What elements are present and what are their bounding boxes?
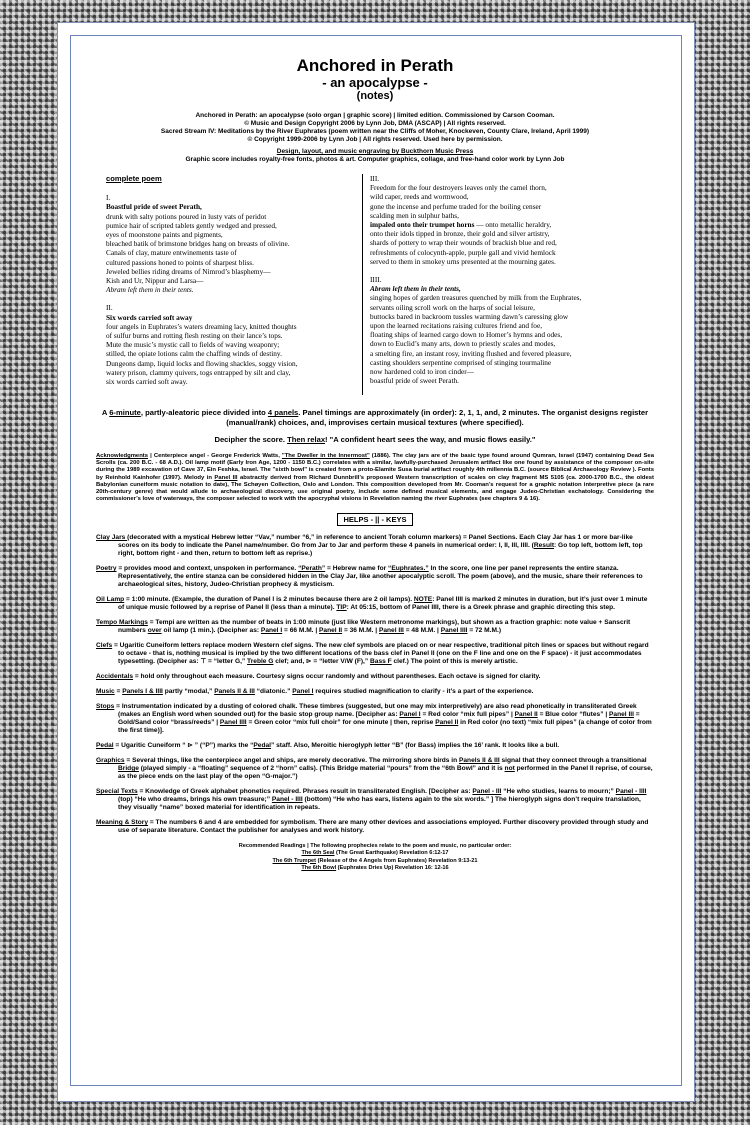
- poem-line: floating ships of learned cargo down to Homer’s hymns and odes,: [370, 330, 563, 340]
- poem-line: a smelting fire, an instant rosy, inviting flushed and fevered pleasure,: [370, 348, 572, 358]
- text-run: Panel - III: [472, 787, 502, 795]
- key-term: Oil Lamp: [96, 595, 125, 603]
- stanza-3: [370, 174, 640, 266]
- text-run: = Knowledge of Greek alphabet phonetics required. Phrases result in transliterated English. [Decipher as:: [137, 787, 473, 795]
- text-run: NOTE: [413, 595, 433, 603]
- key-term: Pedal: [96, 741, 114, 749]
- text-run: “Perath”: [298, 564, 326, 572]
- poem-line: [370, 220, 640, 229]
- text-run: = Ugaritic Cuneiform “ ⊳ ” (“P”) marks the “: [113, 741, 254, 749]
- key-term: Meaning & Story: [96, 818, 149, 826]
- text-run: oil lamp (1 min.). (Decipher as:: [161, 626, 261, 634]
- page-content: [96, 56, 654, 872]
- text-run: Bridge: [118, 764, 139, 772]
- text-run: The 6th Bowl: [301, 864, 337, 871]
- text-run: TIP: [336, 603, 347, 611]
- text-run: (bottom) “He who has ears, listens again to the six words.” ] The hieroglyph signs don’t require translation, they visually “name” boxed material for identification in repeats.: [118, 795, 641, 811]
- stanza-title: Six words carried soft away: [106, 312, 193, 322]
- text-run: 6-minute: [109, 408, 141, 418]
- poem-line: onto their idols tipped in bronze, their gold and silver artistry,: [370, 229, 550, 239]
- text-run: = hold only throughout each measure. Courtesy signs occur randomly and without parentheses. Each octave is signed for clarity.: [133, 672, 541, 680]
- poem-line: bleached batik of brimstone bridges hang on breasts of olivine.: [106, 239, 290, 249]
- key-entry-stops: [96, 703, 654, 735]
- page-title: Anchored in Perath: [296, 56, 454, 75]
- poem-line: shards of pottery to wrap their wounds of brackish blue and red,: [370, 238, 557, 248]
- text-run: Panel III: [609, 710, 634, 718]
- text-run: . Panel timings are approximately (in order): 2, 1, 1, and, 2 minutes. The organist designs register (manual/rank) choices, and, improvises certain musical textures (where specified).: [226, 408, 649, 427]
- key-term: Clefs: [96, 641, 113, 649]
- text-run: Panel II: [319, 626, 343, 634]
- document-page: [57, 22, 695, 1102]
- text-run: clef.) The point of this is merely artistic.: [391, 657, 518, 665]
- poem-line: Canals of clay, mature entwinements taste of: [106, 248, 237, 258]
- key-entry-special-texts: [96, 788, 654, 812]
- text-run: Panel I: [399, 710, 421, 718]
- text-run: signal that they connect through a transitional: [499, 756, 647, 764]
- key-term: Poetry: [96, 564, 117, 572]
- text-run: A: [101, 408, 110, 418]
- text-run: Panel - IIII: [615, 787, 647, 795]
- decipher-line: [96, 435, 654, 444]
- piece-description: [96, 408, 654, 427]
- poem-line: drunk with salty potions poured in lusty vats of peridot: [106, 211, 267, 221]
- text-run: Pedal: [253, 741, 271, 749]
- text-run: = Gold/Sand color “brass/reeds” |: [118, 710, 640, 726]
- poem-line: pumice hair of scripted tablets gently wedged and pressed,: [106, 220, 277, 230]
- text-run: partly “modal,”: [162, 687, 215, 695]
- poem-line: Dungeons damp, liquid locks and flowing shackles, soggy vision,: [106, 358, 298, 368]
- poem-line: wild caper, reeds and wormwood,: [370, 192, 469, 202]
- poem-line: singing hopes of garden treasures quenched by milk from the Euphrates,: [370, 293, 582, 303]
- credit-line: © Music and Design Copyright 2006 by Lynn Job, DMA (ASCAP) | All rights reserved.: [244, 120, 506, 127]
- text-run: The 6th Trumpet: [272, 857, 317, 864]
- text-run: = Several things, like the centerpiece angel and ships, are merely decorative. The mirroring shore birds in: [124, 756, 459, 764]
- poem-line: down to Euclid’s many arts, down to priestly scales and modes,: [370, 339, 556, 349]
- poem-line: Jeweled bellies riding dreams of Nimrod’s blasphemy—: [106, 266, 271, 276]
- key-entry-music: [96, 688, 654, 696]
- stanza-number: I.: [106, 193, 111, 203]
- text-run: = Instrumentation indicated by a dusting of colored chalk. These timbres (suggested, but one may mix interpretively) are also read phonetically in transliterated Greek (makes an English word when sounded out) for the basic stop group name. [Decipher as:: [114, 702, 637, 718]
- notes-label: (notes): [356, 90, 394, 102]
- section-label: Acknowledgments: [96, 453, 149, 460]
- key-entry-clay-jars: [96, 534, 654, 558]
- design-credits: [96, 148, 654, 164]
- reading-item: [96, 858, 654, 865]
- text-run: Panel III: [378, 626, 404, 634]
- helps-keys-heading: [96, 509, 654, 527]
- stanza-title: Boastful pride of sweet Perath,: [106, 202, 202, 212]
- text-run: (Release of the 4 Angels from Euphrates) Revelation 9:13-21: [316, 857, 478, 864]
- text-run: : Panel IIII is marked 2 minutes in duration, but it’s just over 1 minute of unique music followed by a reprise of Panel II (less than a minute).: [118, 595, 648, 611]
- text-run: = Blue color “flutes” |: [537, 710, 610, 718]
- credits-block: [96, 112, 654, 144]
- key-term: Accidentals: [96, 672, 134, 680]
- text-run: Result: [533, 541, 555, 549]
- text-run: = Ugaritic Cuneiform letters replace modern Western clef signs. The new clef symbols are placed on or near respective, traditional pitch lines or spaces but without regard to octave - that is, nothing musical is implied by the two different locations of the bass clef in Panel II (one on the F line and one on the F space) - it just accommodates typesetting. (Decipher as: ⊤ = “letter G,”: [112, 641, 649, 665]
- text-run: Panels II & III: [214, 687, 255, 695]
- reading-item: [96, 850, 654, 857]
- text-run: (decorated with a mystical Hebrew letter “Vav,” number “6,” in reference to ancient Torah column markers) = Panel Sections. Each Clay Jar has 1 or more bar-like scores on its body to indicate the Panel name/number. Go from Jar to Jar and perform these 4 panels in numerical order: I, II, III, IIII. (: [118, 533, 633, 549]
- poem-line: of sulfur burns and rotting flesh resting on their lance’s tops.: [106, 331, 283, 341]
- stanza-number: II.: [106, 303, 113, 313]
- text-run: =: [114, 687, 123, 695]
- key-term: Tempo Markings: [96, 618, 148, 626]
- key-entry-clefs: [96, 642, 654, 666]
- text-run: Panel II: [514, 710, 538, 718]
- text-run: = Hebrew name for: [325, 564, 389, 572]
- text-run: over: [147, 626, 162, 634]
- poem-line: cultured passions honed to points of sharpest bliss.: [106, 257, 254, 267]
- text-run: abstractly derived from Richard Dunnbrill’s proposed Western transcription of scales on clay fragment MS 5105 (ca. 2000-1700 B.C., the oldest Babylonian cuneiform music notation to date), The Schøyen Collection, Oslo and London. This composition developed from Mr. Cooman’s request for a graphic notation interpretive piece (a rare 20th-century genre) that would allude to archaeological discovery, use original poetry, include some defined musical elements, and engage Judeo-Christian eschatology. Considering the commissioner’s love of waterways, the composer selected to work with the apocryphal visions in Revelation naming the river Euphrates (see chapters 9 & 16).: [96, 474, 655, 502]
- readings-intro: Recommended Readings | The following prophecies relate to the poem and music, no particular order:: [238, 842, 512, 849]
- text-run: = provides mood and context, unspoken in performance.: [116, 564, 299, 572]
- text-run: Decipher the score.: [214, 435, 288, 445]
- text-run: Panel I: [260, 626, 283, 634]
- text-run: (1886). The clay jars are of the basic type found around Qumran, Israel (1947) containing Dead Sea Scrolls (ca. 200 B.C. - 68 A.D.). Oil lamp motif (Early Iron Age, 1200 - 1150 B.C.) correlates with a similar, lawfully-purchased Jerusalem artifact like one found by assistance of the composer on-site during the 1989 excavation of Cave 37, Ein Feshka, Israel. The "sixth bowl" is created from a proto-Elamite Susa burial artifact roughly 4th millennia B.C. (source Biblical Archaeology Review ). Fonts by Reinhold Kainhofer (1997). Melody in: [96, 453, 654, 481]
- poem-left-column: [106, 174, 352, 395]
- poem-line: boastful pride of sweet Perath.: [370, 376, 459, 386]
- text-run: Panel IIII: [219, 718, 247, 726]
- key-term: Music: [96, 687, 115, 695]
- poem-heading: complete poem: [106, 174, 162, 183]
- stanza-1: [106, 193, 352, 294]
- key-entry-graphics: [96, 757, 654, 781]
- text-run: Panel IIII: [440, 626, 468, 634]
- text-run: Panel III: [214, 474, 238, 481]
- key-entry-poetry: [96, 565, 654, 589]
- text-run: = 48 M.M. |: [403, 626, 441, 634]
- text-run: : At 05:15, bottom of Panel IIII, there is a Greek phrase and graphic directing this step.: [346, 603, 615, 611]
- text-run: = The numbers 6 and 4 are embedded for symbolism. There are many other devices and associations employed. Further discovery provided through study and use of separate literature. Contact the publisher for analyses and work history.: [118, 818, 649, 834]
- column-divider: [362, 174, 363, 395]
- text-run: (played simply - a “floating” sequence of 2 “horn” calls). (This Bridge material “pours” from the “6th Bowl” and it is: [138, 764, 505, 772]
- poem-line: refreshments of colocynth-apple, purple gall and vivid hemlock: [370, 247, 556, 257]
- stanza-title: Abram left them in their tents,: [370, 284, 461, 294]
- design-line: Design, layout, and music engraving by Buckthorn Music Press: [276, 148, 474, 155]
- text-run: = 72 M.M.): [467, 626, 502, 634]
- text-run: ” staff. Also, Meroitic hieroglyph letter “B” (for Bass) implies the 16’ rank. It looks like a bull.: [271, 741, 560, 749]
- poem-line: watery prison, clammy quivers, togs entrapped by silt and clay,: [106, 367, 291, 377]
- text-run: (Euphrates Dries Up) Revelation 16: 12-16: [336, 864, 449, 871]
- text-run: ! "A confident heart sees the way, and music flows easily.": [325, 435, 536, 445]
- text-run: = Tempi are written as the number of beats in 1:00 minute (just like Western metronome markings), but shown as a fraction graphic: note value + Sanscrit numbers: [118, 618, 631, 634]
- text-run: Bass F: [370, 657, 392, 665]
- credit-line: © Copyright 1999-2006 by Lynn Job | All rights reserved. Used here by permission.: [247, 136, 503, 143]
- key-entry-oil-lamp: [96, 596, 654, 612]
- text-run: = Green color “mix full choir” for one minute | then, reprise: [246, 718, 436, 726]
- poem-line: four angels in Euphrates’s waters dreaming lacy, knitted thoughts: [106, 321, 297, 331]
- text-run: = Red color “mix full pipes” |: [420, 710, 515, 718]
- text-run: "The Dweller in the Innermost": [281, 453, 370, 460]
- poem-line: Abram left them in their tents.: [106, 285, 194, 295]
- text-run: 4 panels: [267, 408, 299, 418]
- poem-line: eyes of moonstone paints and pigments,: [106, 230, 223, 240]
- page-subtitle: - an apocalypse -: [322, 75, 428, 90]
- poem-line: casting shoulders serpentine comprised of stinging tourmaline: [370, 357, 552, 367]
- poem-line: buttocks bared in backroom tussles warming dawn’s caressing glow: [370, 311, 569, 321]
- helps-keys-label: HELPS - || - KEYS: [337, 513, 414, 526]
- poem-columns: [96, 174, 654, 395]
- poem-line: stilled, the opiate lotions calm the chaffing winds of destiny.: [106, 349, 282, 359]
- text-run: not: [504, 764, 515, 772]
- poem-line: upon the learned recitations raising cultures friend and foe,: [370, 321, 543, 331]
- text-run: “He who studies, learns to mourn;”: [501, 787, 616, 795]
- text-run: = 36 M.M. |: [342, 626, 379, 634]
- key-term: Stops: [96, 702, 115, 710]
- text-run: Panel II: [435, 718, 459, 726]
- design-line: Graphic score includes royalty-free fonts, photos & art. Computer graphics, collage, and free-hand color work by Lynn Job: [185, 156, 565, 163]
- poem-line: now hardened cold to iron cinder—: [370, 367, 474, 377]
- text-run: clef; and, ⊳ = “letter V/W (F),”: [273, 657, 371, 665]
- poem-emphasis: impaled onto their trumpet horns: [370, 220, 475, 230]
- stanza-4: [370, 275, 640, 385]
- text-run: = 1:00 minute. (Example, the duration of Panel I is 2 minutes because there are 2 oil lamps).: [124, 595, 414, 603]
- text-run: Panels I & IIII: [122, 687, 163, 695]
- poem-text: — onto metallic heraldry,: [474, 220, 552, 230]
- text-run: (The Great Earthquake) Revelation 6:12-17: [334, 850, 449, 857]
- key-term: Special Texts: [96, 787, 138, 795]
- text-run: performed in the Panel II reprise, of course, as the piece ends on the last play of the open “G-major.”): [118, 764, 653, 780]
- poem-line: Freedom for the four destroyers leaves only the camel thorn,: [370, 183, 547, 193]
- poem-line: servants oiling scroll work on the harps of social leisure,: [370, 302, 535, 312]
- poem-line: gone the incense and perfume traded for the boiling censer: [370, 201, 542, 211]
- text-run: Treble G: [247, 657, 274, 665]
- text-run: in Red color (no text) “mix full pipes” (a change of color from the first time)].: [118, 718, 652, 734]
- text-run: In the score, one line per panel represents the entire stanza. Representatively, the entire stanza can be considered hidden in the Clay Jar, like another apocalyptic scroll. The poem (above), and the music, share their references to archaeological sites, history, Judeo-Christian prophecy & mysticism.: [118, 564, 643, 588]
- key-term: Clay Jars: [96, 533, 128, 541]
- recommended-readings: [96, 843, 654, 872]
- reading-item: [96, 865, 654, 872]
- credit-line: Anchored in Perath: an apocalypse (solo organ | graphic score) | limited edition. Commissioned by Carson Cooman.: [195, 112, 555, 119]
- poem-line: scalding men in sulphur baths,: [370, 210, 459, 220]
- credit-line: Sacred Stream IV: Meditations by the River Euphrates (poem written near the Cliffs of Moher, Knockeven, County Clare, Ireland, April 1999): [160, 128, 590, 135]
- key-term: Graphics: [96, 756, 125, 764]
- key-entry-meaning-story: [96, 819, 654, 835]
- text-run: : Go top left, bottom left, top right, bottom right - and then, return to bottom left as reprise.): [118, 541, 643, 557]
- text-run: Panels II & III: [458, 756, 500, 764]
- text-run: requires studied magnification to clarify - it’s a part of the experience.: [313, 687, 534, 695]
- poem-line: Mute the music’s mystic call to fields of waving weaponry;: [106, 340, 280, 350]
- poem-line: six words carried soft away.: [106, 377, 188, 387]
- text-run: | Centerpiece angel - George Frederick Watts,: [148, 453, 282, 460]
- stanza-number: III.: [370, 174, 380, 183]
- stanza-number: IIII.: [370, 275, 382, 285]
- text-run: Panel - IIII: [271, 795, 303, 803]
- key-entry-pedal: [96, 742, 654, 750]
- text-run: “Euphrates.”: [388, 564, 429, 572]
- poem-line: Kish and Ur, Nippur and Larsa—: [106, 276, 204, 286]
- text-run: = 66 M.M. |: [282, 626, 320, 634]
- text-run: , partly-aleatoric piece divided into: [140, 408, 268, 418]
- text-run: Then relax: [287, 435, 326, 445]
- poem-line: served to them in smokey urns presented at the mourning gates.: [370, 256, 556, 266]
- key-entry-tempo: [96, 619, 654, 635]
- acknowledgments: [96, 453, 654, 503]
- text-run: Panel I: [292, 687, 314, 695]
- text-run: The 6th Seal: [301, 850, 335, 857]
- text-run: (top) “He who dreams, brings his own treasure;”: [118, 795, 272, 803]
- stanza-2: [106, 303, 352, 386]
- poem-right-column: [370, 174, 640, 395]
- key-entry-accidentals: [96, 673, 654, 681]
- text-run: “diatonic.”: [254, 687, 293, 695]
